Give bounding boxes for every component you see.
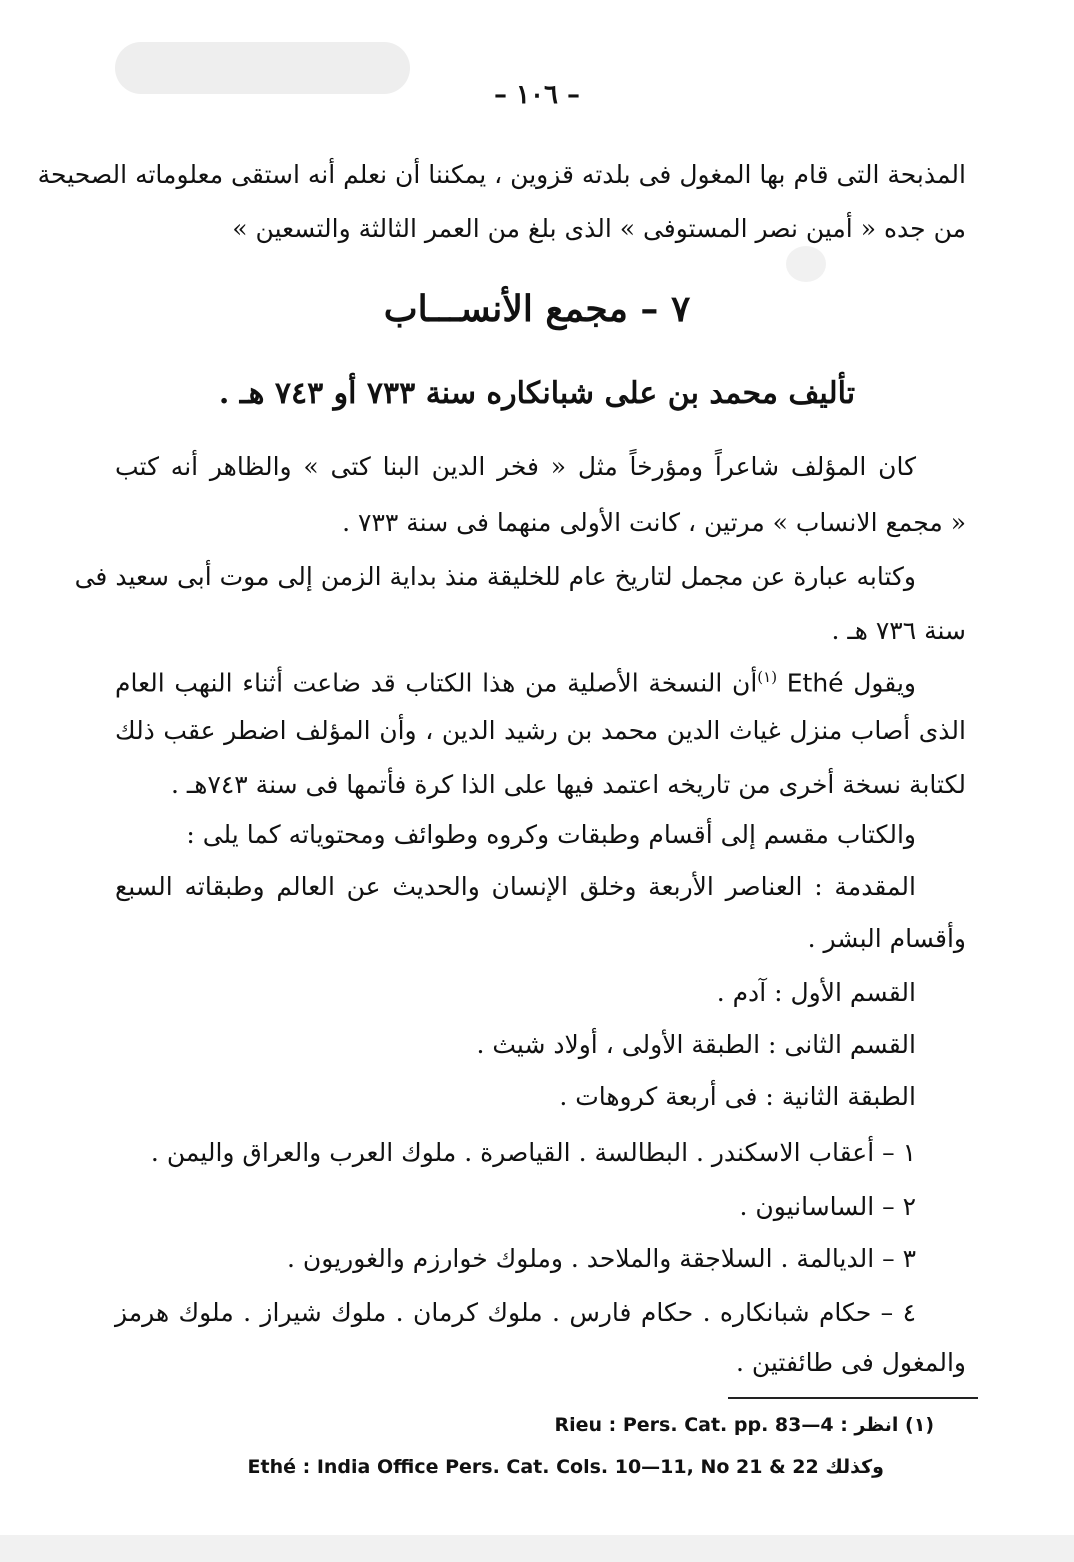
footnote-2 xyxy=(248,1456,884,1478)
author-name-latin: Ethé xyxy=(786,668,844,698)
footnote-marker: (١) xyxy=(757,668,778,686)
outline-item-2: ٢ – الساسانيون . xyxy=(739,1192,916,1221)
paragraph-3-line-2: الذى أصاب منزل غياث الدين محمد بن رشيد الدين ، وأن المؤلف اضطر عقب ذلك xyxy=(115,716,966,745)
intro-line-2: من جده « أمين نصر المستوفى » الذى بلغ من العمر الثالثة والتسعين » xyxy=(232,214,966,243)
paragraph-3-line-1 xyxy=(115,660,916,700)
paragraph-5-line-2: وأقسام البشر . xyxy=(807,924,966,953)
page-number: – ١٠٦ – xyxy=(493,80,581,110)
footnote-divider xyxy=(728,1397,978,1399)
outline-layer-2: الطبقة الثانية : فى أربعة كروهات . xyxy=(559,1082,916,1111)
paragraph-3-line-3: لكتابة نسخة أخرى من تاريخه اعتمد فيها على الذا كرة فأتمها فى سنة ٧٤٣هـ . xyxy=(171,770,966,799)
scan-spot xyxy=(786,246,826,282)
footnote-1-label: انظر : xyxy=(840,1414,899,1436)
outline-item-4-line-1: ٤ – حكام شبانكاره . حكام فارس . ملوك كرمان . ملوك شيراز . ملوك هرمز xyxy=(115,1298,916,1327)
paragraph-3-lead: ويقول xyxy=(853,668,916,698)
paragraph-3-rest: أن النسخة الأصلية من هذا الكتاب قد ضاعت أثناء النهب العام xyxy=(115,668,758,698)
footnote-1 xyxy=(554,1414,934,1436)
footnote-1-reference: Rieu : Pers. Cat. pp. 83—4 xyxy=(554,1414,834,1436)
outline-item-3: ٣ – الديالمة . السلاجقة والملاحد . وملوك خوارزم والغوريون . xyxy=(287,1244,916,1273)
footnote-2-reference: Ethé : India Office Pers. Cat. Cols. 10—11, No 21 & 22 xyxy=(247,1456,819,1478)
paragraph-4-line-1: والكتاب مقسم إلى أقسام وطبقات وكروه وطوائف ومحتوياته كما يلى : xyxy=(186,820,916,849)
paragraph-1-line-2: « مجمع الانساب » مرتين ، كانت الأولى منهما فى سنة ٧٣٣ . xyxy=(342,508,966,537)
intro-line-1: المذبحة التى قام بها المغول فى بلدته قزوين ، يمكننا أن نعلم أنه استقى معلوماته الصحيحة xyxy=(37,160,966,189)
section-heading: ٧ – مجمع الأنســـاب xyxy=(383,288,691,330)
outline-part-2: القسم الثانى : الطبقة الأولى ، أولاد شيث . xyxy=(476,1030,916,1059)
section-subheading: تأليف محمد بن على شبانكاره سنة ٧٣٣ أو ٧٤٣ هـ . xyxy=(218,376,856,411)
paragraph-2-line-2: سنة ٧٣٦ هـ . xyxy=(831,616,966,645)
paragraph-2-line-1: وكتابه عبارة عن مجمل لتاريخ عام للخليقة منذ بداية الزمن إلى موت أبى سعيد فى xyxy=(74,562,916,591)
footnote-1-marker: (١) xyxy=(905,1414,934,1436)
outline-item-4-line-2: والمغول فى طائفتين . xyxy=(735,1348,966,1377)
footnote-2-label: وكذلك xyxy=(825,1456,884,1478)
paragraph-1-line-1: كان المؤلف شاعراً ومؤرخاً مثل « فخر الدين البنا كتى » والظاهر أنه كتب xyxy=(115,452,916,481)
outline-item-1: ١ – أعقاب الاسكندر . البطالسة . القياصرة . ملوك العرب والعراق واليمن . xyxy=(150,1138,916,1167)
outline-part-1: القسم الأول : آدم . xyxy=(716,978,916,1007)
paragraph-5-line-1: المقدمة : العناصر الأربعة وخلق الإنسان والحديث عن العالم وطبقاته السبع xyxy=(115,872,916,901)
scan-bottom-edge xyxy=(0,1535,1074,1562)
